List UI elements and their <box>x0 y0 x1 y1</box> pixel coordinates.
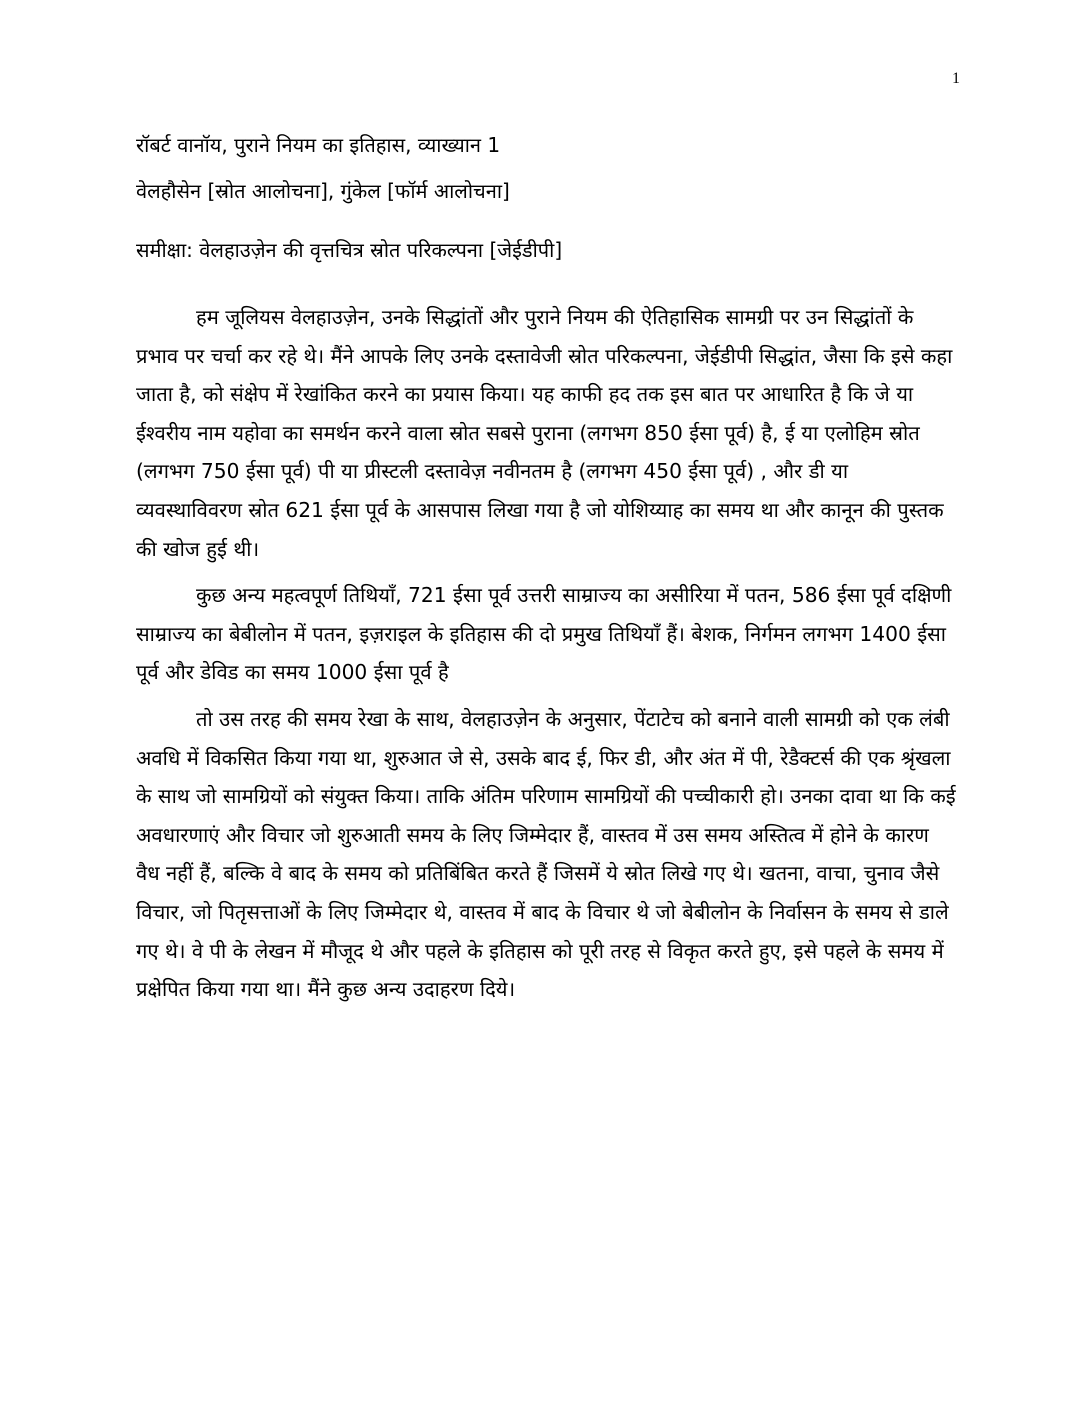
body-text <box>136 298 956 1017</box>
paragraph: तो उस तरह की समय रेखा के साथ, वेलहाउज़ेन के अनुसार, पेंटाटेच को बनाने वाली सामग्री को एक लंबी अवधि में विकसित किया गया था, शुरुआत जे से, उसके बाद ई, फिर डी, और अंत में पी, रेडैक्टर्स की एक श्रृंखला के साथ जो सामग्रियों को संयुक्त किया। ताकि अंतिम परिणाम सामग्रियों की पच्चीकारी हो। उनका दावा था कि कई अवधारणाएं और विचार जो शुरुआती समय के लिए जिम्मेदार हैं, वास्तव में उस समय अस्तित्व में होने के कारण वैध नहीं हैं, बल्कि वे बाद के समय को प्रतिबिंबित करते हैं जिसमें ये स्रोत लिखे गए थे। खतना, वाचा, चुनाव जैसे विचार, जो पितृसत्ताओं के लिए जिम्मेदार थे, वास्तव में बाद के विचार थे जो बेबीलोन के निर्वासन के समय से डाले गए थे। वे पी के लेखन में मौजूद थे और पहले के इतिहास को पूरी तरह से विकृत करते हुए, इसे पहले के समय में प्रक्षेपित किया गया था। मैंने कुछ अन्य उदाहरण दिये। <box>136 706 956 1002</box>
paragraph: हम जूलियस वेलहाउज़ेन, उनके सिद्धांतों और पुराने नियम की ऐतिहासिक सामग्री पर उन सिद्धांतों के प्रभाव पर चर्चा कर रहे थे। मैंने आपके लिए उनके दस्तावेजी स्रोत परिकल्पना, जेईडीपी सिद्धांत, जैसा कि इसे कहा जाता है, को संक्षेप में रेखांकित करने का प्रयास किया। यह काफी हद तक इस बात पर आधारित है कि जे या ईश्वरीय नाम यहोवा का समर्थन करने वाला स्रोत सबसे पुराना (लगभग 850 ईसा पूर्व) है, ई या एलोहिम स्रोत (लगभग 750 ईसा पूर्व) पी या प्रीस्टली दस्तावेज़ नवीनतम है (लगभग 450 ईसा पूर्व) , और डी या व्यवस्थाविवरण स्रोत 621 ईसा पूर्व के आसपास लिखा गया है जो योशिय्याह का समय था और कानून की पुस्तक की खोज हुई थी। <box>136 305 953 561</box>
document-title: रॉबर्ट वानॉय, पुराने नियम का इतिहास, व्याख्यान 1 <box>136 133 501 157</box>
page-number: 1 <box>952 70 960 87</box>
section-heading: समीक्षा: वेलहाउज़ेन की वृत्तचित्र स्रोत परिकल्पना [जेईडीपी] <box>136 238 563 262</box>
paragraph: कुछ अन्य महत्वपूर्ण तिथियाँ, 721 ईसा पूर्व उत्तरी साम्राज्य का असीरिया में पतन, 586 ईसा पूर्व दक्षिणी साम्राज्य का बेबीलोन में पतन, इज़राइल के इतिहास की दो प्रमुख तिथियाँ हैं। बेशक, निर्गमन लगभग 1400 ईसा पूर्व और डेविड का समय 1000 ईसा पूर्व है <box>136 583 952 685</box>
document-subtitle: वेलहौसेन [स्रोत आलोचना], गुंकेल [फॉर्म आलोचना] <box>136 179 510 203</box>
